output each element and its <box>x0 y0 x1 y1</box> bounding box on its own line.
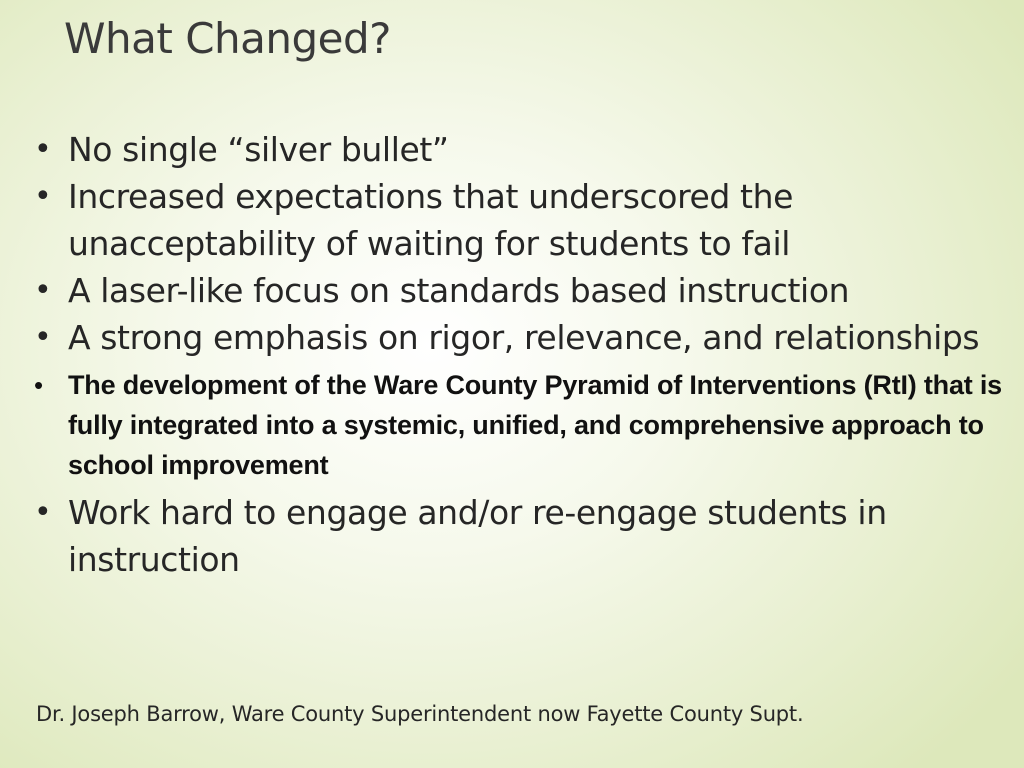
bullet-text: A laser-like focus on standards based instruction <box>68 271 850 310</box>
bullet-marker: • <box>34 273 52 308</box>
bullet-marker: • <box>34 320 52 355</box>
attribution-text: Dr. Joseph Barrow, Ware County Superintendent now Fayette County Supt. <box>36 702 804 726</box>
bullet-text: Increased expectations that underscored the unacceptability of waiting for students to fail <box>68 177 794 263</box>
bullet-text: The development of the Ware County Pyramid of Interventions (RtI) that is fully integrated into a systemic, unified, and comprehensive approach to school improvement <box>68 370 1002 480</box>
bullet-item <box>34 489 1004 583</box>
bullet-marker: • <box>34 132 52 167</box>
bullet-marker: • <box>34 179 52 214</box>
bullet-item-emphasized <box>34 365 1004 485</box>
bullet-text: A strong emphasis on rigor, relevance, and relationships <box>68 318 980 357</box>
bullet-item <box>34 173 1004 267</box>
bullet-text: No single “silver bullet” <box>68 130 449 169</box>
bullet-marker: • <box>34 495 52 530</box>
bullet-item <box>34 267 1004 314</box>
bullet-item <box>34 126 1004 173</box>
bullet-text: Work hard to engage and/or re-engage students in instruction <box>68 493 887 579</box>
bullet-marker: • <box>34 370 43 400</box>
bullet-list <box>34 126 1004 583</box>
slide-title: What Changed? <box>64 14 391 63</box>
bullet-item <box>34 314 1004 361</box>
